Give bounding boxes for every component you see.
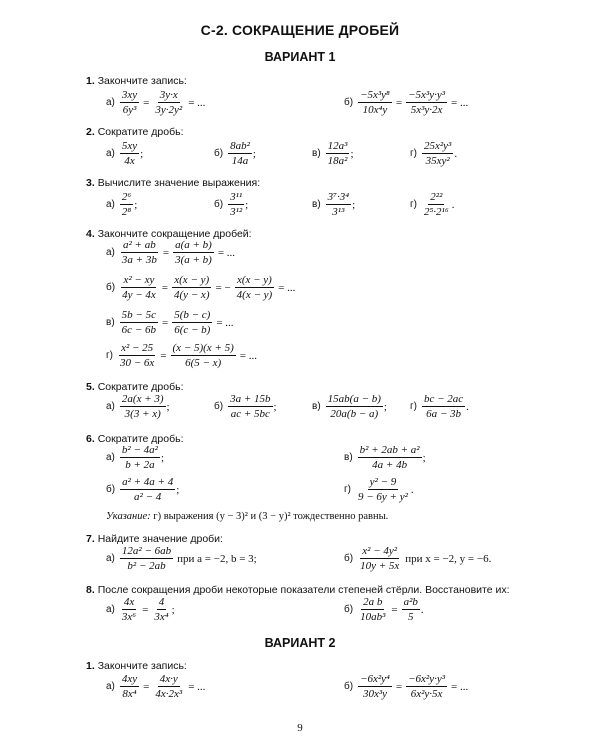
task-8b: б) $\frac{\text{2a b}}{\text{10ab³}}$ = $\frac{\text{a²b}}{5}$ . [344, 596, 424, 623]
task-3a: а) $\frac{\text{2⁶}}{\text{2⁸}}$ ; [106, 191, 138, 218]
denominator: 3x⁶ [121, 611, 137, 623]
numerator: x² − 25 [121, 342, 154, 354]
denominator: 35xy² [425, 155, 450, 167]
numerator: b² + 2ab + a² [359, 444, 420, 456]
task-7-prompt: 7. Найдите значение дроби: [86, 533, 223, 545]
operator: = [160, 349, 167, 362]
task-2b: б) $\frac{\text{8ab²}}{14a}$ ; [214, 140, 256, 167]
numerator: −5x³y·y³ [408, 89, 446, 101]
fraction [326, 140, 350, 167]
item-label: б) [344, 553, 354, 564]
fraction [172, 274, 212, 301]
item-label: в) [312, 401, 321, 412]
item-label: а) [106, 199, 115, 210]
task-2d: г) $\frac{\text{25x²y³}}{\text{35xy²}}$ . [410, 140, 458, 167]
denominator: 4a + 4b [372, 459, 408, 471]
numerator: 15ab(a − b) [327, 393, 381, 405]
item-label: б) [344, 97, 354, 108]
denominator: 4y − 4x [122, 289, 156, 301]
denominator: 9 − 6y + y² [357, 491, 408, 503]
operator: = [395, 680, 403, 693]
item-label: б) [214, 148, 224, 159]
denominator: 6(5 − x) [185, 357, 222, 369]
denominator: 4x [124, 155, 135, 167]
fraction [120, 545, 173, 572]
denominator: 3(3 + x) [124, 408, 161, 420]
fraction [120, 596, 138, 623]
item-label: б) [214, 401, 224, 412]
denominator: 3¹² [230, 206, 243, 218]
item-label: г) [106, 350, 113, 361]
fraction [173, 239, 214, 266]
denominator: 4x·2x³ [155, 688, 183, 700]
item-label: б) [344, 604, 354, 615]
denominator: 30x³y [362, 688, 387, 700]
numerator: −5x³y⁸ [360, 89, 390, 101]
numerator: 5(b − c) [174, 309, 211, 321]
numerator: x² − xy [123, 274, 155, 286]
item-label: а) [106, 553, 115, 564]
fraction [153, 89, 184, 116]
numerator: 5b − 5c [121, 309, 156, 321]
task-1-prompt: 1. Закончите запись: [86, 75, 187, 87]
denominator: 4(x − y) [236, 289, 273, 301]
item-label: б) [214, 199, 224, 210]
fraction [358, 596, 387, 623]
operator: = ... [451, 96, 469, 109]
task-2-prompt: 2. Сократите дробь: [86, 126, 184, 138]
fraction [120, 673, 139, 700]
task-5d: г) $\frac{bc - 2ac}{6a - 3b}$ . [410, 393, 469, 420]
operator: при x = −2, y = −6. [405, 552, 492, 565]
task-5a: а) $\frac{2a(x + 3)}{3(3 + x)}$ ; [106, 393, 170, 420]
operator: = [161, 281, 168, 294]
fraction [326, 191, 351, 218]
task-8a: а) $\frac{4x}{\text{3x⁶}}$ = $\frac{4}{\text{3x⁴}}$ ; [106, 596, 175, 623]
fraction [120, 140, 139, 167]
task-1b [344, 89, 471, 116]
numerator: 8ab² [230, 140, 250, 152]
task-2c: в) $\frac{\text{12a³}}{\text{18a²}}$ ; [312, 140, 354, 167]
numerator: 5xy [121, 140, 138, 152]
denominator: 5x³y·2x [410, 104, 443, 116]
item-label: в) [106, 317, 115, 328]
operator: = ... [216, 316, 234, 329]
fraction [358, 673, 392, 700]
denominator: 3(a + b) [175, 254, 212, 266]
page-number: 9 [297, 722, 303, 734]
task-5c: в) $\frac{15ab(a - b)}{20a(b - a)}$ ; [312, 393, 387, 420]
numerator: 25x²y³ [423, 140, 452, 152]
denominator: 6a − 3b [426, 408, 462, 420]
fraction [358, 89, 392, 116]
task-6-hint: Указание: г) выражения (y − 3)² и (3 − y)² тождественно равны. [106, 511, 389, 522]
fraction [120, 476, 175, 503]
denominator: 10x⁴y [362, 104, 388, 116]
numerator: 2⁶ [121, 191, 132, 203]
denominator: 8x⁴ [122, 688, 137, 700]
numerator: a² + 4a + 4 [122, 476, 174, 488]
operator: = ... [278, 281, 296, 294]
fraction [406, 89, 447, 116]
item-label: в) [312, 199, 321, 210]
denominator: 6y³ [122, 104, 137, 116]
numerator: 4x [123, 596, 135, 608]
denominator: b² − 2ab [127, 560, 166, 572]
denominator: 2⁸ [121, 206, 132, 218]
numerator: 4x·y [159, 673, 178, 685]
fraction [422, 191, 451, 218]
task-6a: а) $\frac{\text{b² − 4a²}}{b + 2a}$ ; [106, 444, 164, 471]
denominator: 10ab³ [360, 611, 386, 623]
fraction [422, 393, 465, 420]
operator: = [391, 603, 398, 616]
fraction [358, 545, 401, 572]
fraction [171, 342, 236, 369]
denominator: 3x⁴ [154, 611, 169, 623]
task-4d [106, 342, 260, 369]
task-5-prompt: 5. Сократите дробь: [86, 381, 184, 393]
fraction [153, 673, 184, 700]
fraction [358, 444, 422, 471]
variant-2-task-1-prompt: 1. Закончите запись: [86, 660, 187, 672]
numerator: 3⁷·3⁴ [327, 191, 350, 203]
task-3d: г) $\frac{\text{2²²}}{\text{2⁵·2¹⁶}}$ . [410, 191, 455, 218]
fraction [120, 239, 159, 266]
item-label: а) [106, 401, 115, 412]
task-3c: в) $\frac{\text{3⁷·3⁴}}{\text{3¹³}}$ ; [312, 191, 356, 218]
denominator: 4(y − x) [173, 289, 210, 301]
item-label: б) [106, 484, 116, 495]
denominator: 30 − 6x [119, 357, 155, 369]
operator: = [161, 316, 169, 329]
task-4-prompt: 4. Закончите сокращение дробей: [86, 228, 252, 240]
item-label: г) [410, 148, 417, 159]
denominator: a² − 4 [134, 491, 162, 503]
task-6c: в) $\frac{\text{b² + 2ab + a²}}{4a + 4b}$ ; [344, 444, 426, 471]
task-5b: б) $\frac{3a + 15b}{ac + 5bc}$ ; [214, 393, 277, 420]
task-4b [106, 274, 298, 301]
numerator: x(x − y) [174, 274, 210, 286]
denominator: 3¹³ [332, 206, 345, 218]
item-label: а) [106, 681, 115, 692]
numerator: y² − 9 [369, 476, 397, 488]
fraction [228, 393, 272, 420]
denominator: b + 2a [125, 459, 155, 471]
numerator: 3xy [121, 89, 138, 101]
numerator: a(a + b) [175, 239, 212, 251]
fraction [120, 274, 158, 301]
task-7b [344, 545, 494, 572]
task-1a [106, 89, 208, 116]
denominator: 2⁵·2¹⁶ [423, 206, 449, 218]
operator: = [395, 96, 403, 109]
task-6d: г) $\frac{\text{y² − 9}}{\text{9 − 6y + y²}}$ . [344, 476, 414, 503]
fraction [120, 393, 166, 420]
denominator: 6(c − b) [174, 324, 211, 336]
denominator: 3a + 3b [121, 254, 157, 266]
item-label: б) [106, 282, 116, 293]
numerator: b² − 4a² [121, 444, 158, 456]
fraction [120, 309, 158, 336]
item-label: а) [106, 148, 115, 159]
item-label: в) [312, 148, 321, 159]
item-label: а) [106, 97, 115, 108]
task-8-prompt: 8. После сокращения дроби некоторые показатели степеней стёрли. Восстановите их: [86, 584, 510, 596]
fraction [326, 393, 383, 420]
fraction [120, 444, 160, 471]
variant-2-heading: ВАРИАНТ 2 [264, 636, 336, 650]
fraction [172, 309, 212, 336]
operator: = [142, 603, 149, 616]
fraction [356, 476, 410, 503]
numerator: 2a b [363, 596, 383, 608]
variant-1-heading: ВАРИАНТ 1 [264, 50, 336, 64]
numerator: 4 [158, 596, 165, 608]
item-label: г) [344, 484, 351, 495]
page-title: С-2. СОКРАЩЕНИЕ ДРОБЕЙ [200, 22, 400, 38]
denominator: 3y·2y² [155, 104, 183, 116]
variant-2-task-1b [344, 673, 471, 700]
numerator: bc − 2ac [423, 393, 464, 405]
operator: = ... [217, 246, 236, 259]
numerator: 12a² − 6ab [121, 545, 172, 557]
numerator: 3y·x [159, 89, 178, 101]
task-2a: а) $\frac{5xy}{4x}$ ; [106, 140, 144, 167]
numerator: x² − 4y² [362, 545, 398, 557]
operator: = [143, 96, 150, 109]
numerator: 3a + 15b [230, 393, 271, 405]
operator: = ... [451, 680, 469, 693]
item-label: б) [344, 681, 354, 692]
task-6b: б) $\frac{\text{a² + 4a + 4}}{\text{a² − 4}}$ ; [106, 476, 180, 503]
task-7a [106, 545, 260, 572]
task-6-prompt: 6. Сократите дробь: [86, 433, 184, 445]
task-4c [106, 309, 237, 336]
fraction [422, 140, 453, 167]
denominator: 6x²y·5x [410, 688, 443, 700]
denominator: ac + 5bc [230, 408, 270, 420]
numerator: −6x²y·y³ [408, 673, 446, 685]
item-label: а) [106, 247, 115, 258]
fraction [406, 673, 447, 700]
operator: = ... [239, 349, 257, 362]
task-3-prompt: 3. Вычислите значение выражения: [86, 177, 261, 189]
fraction [152, 596, 170, 623]
denominator: 18a² [327, 155, 348, 167]
item-label: а) [106, 604, 115, 615]
numerator: 3¹¹ [230, 191, 243, 203]
numerator: a² + ab [123, 239, 156, 251]
numerator: (x − 5)(x + 5) [172, 342, 234, 354]
task-4a [106, 239, 238, 266]
fraction [120, 89, 139, 116]
variant-2-task-1a [106, 673, 208, 700]
numerator: x(x − y) [236, 274, 272, 286]
denominator: 6c − 6b [121, 324, 156, 336]
denominator: 14a [231, 155, 249, 167]
item-label: г) [410, 401, 417, 412]
fraction [120, 191, 133, 218]
fraction [228, 140, 252, 167]
denominator: 10y + 5x [360, 560, 400, 572]
operator: = ... [188, 680, 206, 693]
numerator: 4xy [121, 673, 138, 685]
task-3b: б) $\frac{\text{3¹¹}}{\text{3¹²}}$ ; [214, 191, 249, 218]
operator: = [143, 680, 150, 693]
denominator: 5 [408, 611, 414, 623]
operator: = ... [188, 96, 206, 109]
item-label: а) [106, 452, 115, 463]
operator: при a = −2, b = 3; [177, 552, 257, 565]
numerator: 2²² [430, 191, 443, 203]
item-label: в) [344, 452, 353, 463]
operator: = [162, 246, 170, 259]
fraction [235, 274, 275, 301]
operator: = − [215, 281, 231, 294]
numerator: −6x²y⁴ [360, 673, 390, 685]
numerator: 2a(x + 3) [121, 393, 164, 405]
numerator: a²b [403, 596, 418, 608]
denominator: 20a(b − a) [330, 408, 379, 420]
numerator: 12a³ [327, 140, 348, 152]
fraction [228, 191, 244, 218]
fraction [118, 342, 156, 369]
item-label: г) [410, 199, 417, 210]
fraction [402, 596, 420, 623]
